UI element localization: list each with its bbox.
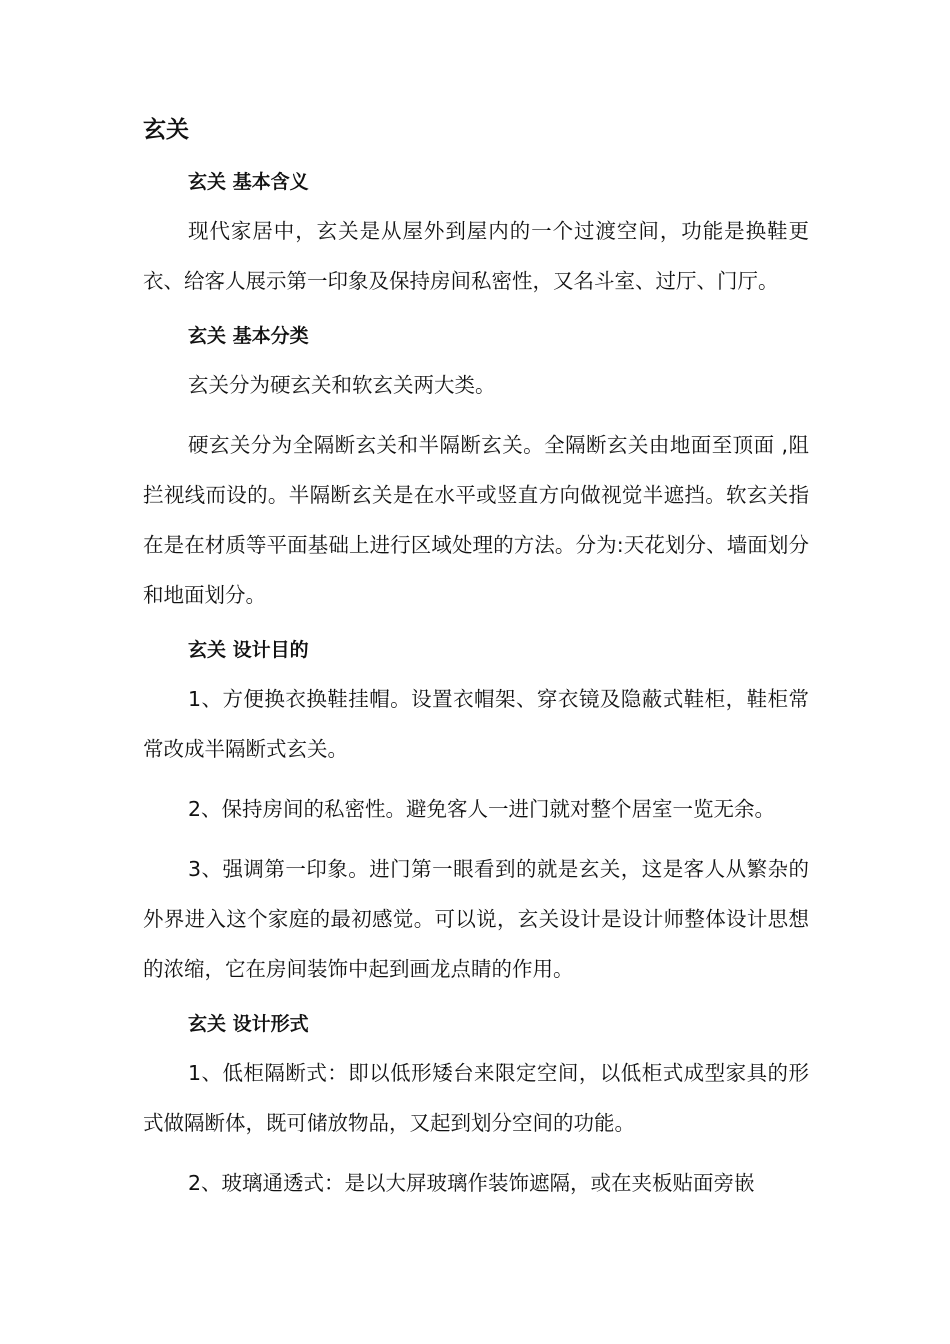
section-basic-meaning	[143, 162, 809, 306]
paragraph: 硬玄关分为全隔断玄关和半隔断玄关。全隔断玄关由地面至顶面 ,阻拦视线而设的。半隔断玄关是在水平或竖直方向做视觉半遮挡。软玄关指在是在材质等平面基础上进行区域处理的方法。分为:天花划分、墙面划分和地面划分。	[143, 433, 809, 607]
section-heading: 玄关 基本分类	[188, 325, 309, 347]
section-heading: 玄关 设计形式	[188, 1013, 309, 1035]
section-basic-classification	[143, 316, 809, 620]
paragraph: 玄关分为硬玄关和软玄关两大类。	[188, 373, 496, 397]
paragraph: 现代家居中，玄关是从屋外到屋内的一个过渡空间，功能是换鞋更衣、给客人展示第一印象及保持房间私密性，又名斗室、过厅、门厅。	[143, 219, 809, 293]
document-title: 玄关	[143, 117, 189, 143]
document-content	[143, 108, 809, 1208]
paragraph: 2、玻璃通透式：是以大屏玻璃作装饰遮隔，或在夹板贴面旁嵌	[188, 1171, 755, 1195]
section-heading: 玄关 基本含义	[188, 171, 309, 193]
section-design-purpose	[143, 630, 809, 994]
section-design-forms	[143, 1004, 809, 1208]
paragraph: 2、保持房间的私密性。避免客人一进门就对整个居室一览无余。	[188, 797, 776, 821]
paragraph: 1、方便换衣换鞋挂帽。设置衣帽架、穿衣镜及隐蔽式鞋柜，鞋柜常常改成半隔断式玄关。	[143, 687, 809, 761]
section-heading: 玄关 设计目的	[188, 639, 309, 661]
paragraph: 3、强调第一印象。进门第一眼看到的就是玄关，这是客人从繁杂的外界进入这个家庭的最初感觉。可以说，玄关设计是设计师整体设计思想的浓缩，它在房间装饰中起到画龙点睛的作用。	[143, 857, 809, 981]
paragraph: 1、低柜隔断式：即以低形矮台来限定空间，以低柜式成型家具的形式做隔断体，既可储放物品，又起到划分空间的功能。	[143, 1061, 809, 1135]
